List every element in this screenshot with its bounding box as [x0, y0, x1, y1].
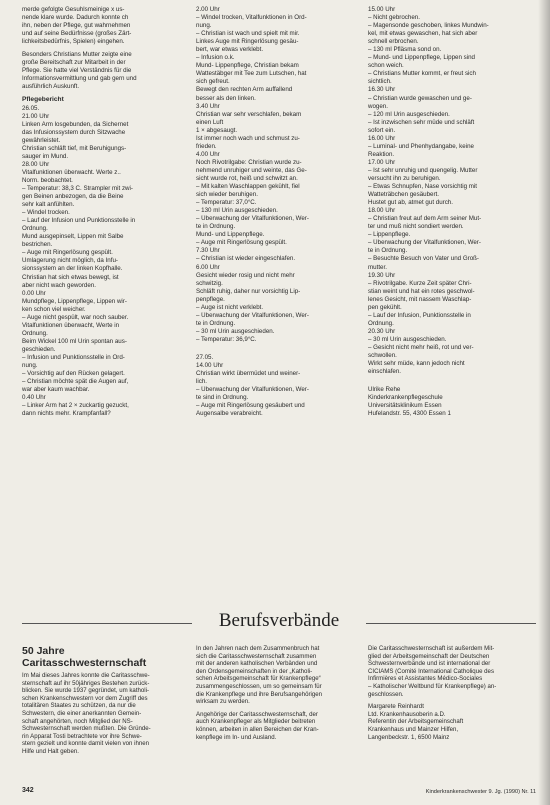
text-line: ken schon viel weicher.	[22, 305, 86, 313]
article-line: den Ordensgemeinschaften in der „Katholi-	[196, 667, 313, 675]
article-column-right	[368, 645, 536, 785]
article-line: Angehörige der Caritasschwesternschaft, der	[196, 710, 318, 718]
text-line: – Rivotrilgabe. Kurze Zeit später Chri-	[368, 279, 472, 287]
page-number: 342	[22, 787, 34, 794]
text-line: Augensalbe verabreicht.	[196, 410, 263, 418]
text-line: sehr kalt anfühlten.	[22, 201, 75, 209]
text-line: – Christian möchte spät die Augen auf,	[22, 378, 129, 386]
text-line: – Windel trocken.	[22, 209, 70, 217]
text-line: – Christian ist wieder eingeschlafen.	[196, 255, 296, 263]
article-line: totalitären Staates zu schützen, da nur die	[22, 702, 136, 710]
text-line: penpflege.	[196, 295, 225, 303]
text-line: sionssystem an der linken Kopfhalle.	[22, 265, 123, 273]
text-line: sich wieder beruhigen.	[196, 191, 258, 199]
text-line: bert, war etwas verklebt.	[196, 46, 264, 54]
text-line: gen Beinen anbezogen, da die Beine	[22, 193, 124, 201]
text-line: 2.00 Uhr	[196, 6, 220, 13]
text-line: sauger im Mund.	[22, 152, 69, 160]
text-line: sicht wurde rot, heiß und schwitzt an.	[196, 174, 298, 182]
text-line: geschieden.	[22, 345, 56, 353]
text-line: – 30 ml Urin ausgeschieden.	[196, 327, 275, 335]
text-line: 1 × abgesaugt.	[196, 126, 238, 134]
text-line: – Windel trocken, Vitalfunktionen in Ord-	[196, 14, 307, 22]
article-line: die Krankenpflege und ihre Berufsangehörigen	[196, 690, 323, 698]
text-line: te in Ordnung.	[368, 247, 408, 255]
article-line: In den Jahren nach dem Zusammenbruch hat	[196, 645, 320, 652]
text-line: Gesicht wieder rosig und nicht mehr	[196, 271, 295, 279]
text-line: gewährleistet.	[22, 136, 61, 144]
text-line: – Auge ist nicht verklebt.	[196, 303, 264, 311]
text-line: Kinderkrankenpflegeschule	[368, 394, 443, 402]
text-line: te in Ordnung.	[196, 223, 236, 231]
text-line: – Auge mit Ringerlösung gesäubert und	[196, 402, 305, 410]
text-line: Hustet gut ab, atmet gut durch.	[368, 199, 453, 207]
article-body-left	[22, 672, 182, 756]
article-line: zusammengeschlossen, um so gemeinsam für	[196, 682, 322, 690]
text-line: 17.00 Uhr	[368, 158, 396, 166]
text-line: – Mund- und Lippenpflege, Lippen sind	[368, 54, 475, 62]
text-line: Umlagerung nicht möglich, da Infu-	[22, 257, 118, 265]
article-column-middle	[196, 645, 354, 785]
text-line: Hufelandstr. 55, 4300 Essen 1	[368, 410, 451, 418]
text-column-right	[368, 6, 536, 612]
text-line: Wirkt sehr müde, kann jedoch nicht	[368, 360, 465, 368]
text-line: Ordnung.	[368, 319, 394, 327]
text-line: besser als den linken.	[196, 94, 256, 102]
text-line: Ist immer noch wach und schmust zu-	[196, 134, 300, 142]
article-line: stern gezielt und konnte damit vielen von ihnen	[22, 740, 150, 748]
text-line: – 30 ml Urin ausgeschieden.	[368, 335, 447, 343]
article-line: kenpflege im In- und Ausland.	[196, 733, 277, 741]
text-line: versucht ihn zu beruhigen.	[368, 174, 441, 182]
text-line: merde gefolgte Gesuhlsmeinige x us-	[22, 6, 125, 13]
article-line: Referentin der Arbeitsgemeinschaft	[368, 718, 464, 726]
text-column-left	[22, 6, 182, 612]
text-line: mutter.	[368, 263, 387, 271]
article-heading-line1: 50 Jahre	[22, 645, 65, 657]
text-line: – Temperatur: 37,0°C.	[196, 199, 257, 207]
text-line: 27.05.	[196, 353, 214, 361]
text-line: – Vorsichtig auf den Rücken gelagert.	[22, 370, 125, 378]
text-line: – Christian ist wach und spielt mit mir.	[196, 30, 300, 38]
text-line: Vitalfunktionen überwacht. Werte z..	[22, 168, 121, 176]
text-line: Universitätsklinikum Essen	[368, 402, 442, 410]
text-line: – Auge mit Ringerlösung gespült.	[196, 239, 287, 247]
text-line: Mund- Lippenpflege, Christian bekam	[196, 62, 299, 70]
text-line: Mund- und Lippenpflege.	[196, 231, 265, 239]
text-line: das Infusionssystem durch Sitzwache	[22, 128, 126, 136]
text-line: 21.00 Uhr	[22, 112, 50, 120]
text-line: – Überwachung der Vitalfunktionen, Wer-	[196, 215, 309, 223]
text-line: – Ist inzwischen sehr müde und schläft	[368, 118, 475, 126]
article-line: CICIAMS (Comité International Catholique des	[368, 667, 494, 675]
text-line: – Nicht gebrochen.	[368, 14, 420, 22]
text-line: – Magensonde geschoben, linkes Mundwin-	[368, 22, 489, 30]
article-line: können, arbeiten in allen Bereichen der Kran-	[196, 725, 319, 733]
text-line: 3.40 Uhr	[196, 102, 220, 110]
text-line: 19.30 Uhr	[368, 271, 396, 279]
article-line: mit der anderen katholischen Verbänden und	[196, 660, 318, 668]
text-line: – Lippenpflege.	[368, 231, 411, 239]
text-line: nung.	[22, 362, 38, 370]
text-line: – Temperatur: 38,3 C. Strampler mit zwi-	[22, 184, 133, 192]
text-line: – Infusion o.k.	[196, 54, 235, 62]
text-line: Christian schläft tief, mit Beruhigungs-	[22, 144, 127, 152]
article-line: Infirmières et Assistantes Médico-Sociales	[368, 675, 483, 683]
text-line: ausführlich Auskunft.	[22, 83, 80, 91]
text-line: – 130 ml Pfläsma sond on.	[368, 46, 442, 54]
text-line: Vitalfunktionen überwacht, Werte in	[22, 321, 120, 329]
text-line: – Christian wurde gewaschen und ge-	[368, 94, 472, 102]
text-line: lich.	[196, 378, 208, 386]
text-line: 6.00 Uhr	[196, 263, 220, 271]
text-line: Watteträbchen gesäubert.	[368, 191, 439, 199]
text-line: Pflege. Sie hatte viel Verständnis für die	[22, 67, 132, 75]
text-line: dann nichts mehr. Krampfanfall?	[22, 410, 111, 418]
text-line: Christian wirkt übermüdet und weiner-	[196, 370, 301, 378]
text-line: – Lauf der Infusion und Punktionsstelle in	[22, 217, 136, 225]
text-line: – Linker Arm hat 2 × zuckartig gezuckt,	[22, 402, 129, 410]
text-line: Linkes Auge mit Ringerlösung gesäu-	[196, 38, 299, 46]
text-line: te in Ordnung.	[196, 319, 236, 327]
text-line: – Luminal- und Phenhydangabe, keine	[368, 142, 474, 150]
article-body-right	[368, 645, 536, 741]
text-line: 4.00 Uhr	[196, 150, 220, 158]
article-line: schaft angehörten, noch Mitglied der NS-	[22, 717, 133, 725]
journal-footer: Kinderkrankenschwester 9. Jg. (1990) Nr. 11	[425, 789, 536, 795]
article-line: Im Mai dieses Jahres konnte die Caritasschwe-	[22, 672, 150, 679]
text-line: wogen.	[368, 102, 388, 110]
article-line: Schwesternschaft werden mußten. Die Gründe-	[22, 725, 151, 733]
article-line: Hilfe und Halt geben.	[22, 747, 79, 755]
text-line: sichtlich.	[368, 78, 392, 86]
text-line: schwollen.	[368, 352, 397, 360]
text-line: Linken Arm losgebunden, da Sichernet	[22, 120, 129, 128]
text-line: 0.00 Uhr	[22, 289, 46, 297]
section-header	[22, 606, 536, 638]
text-line: Schläft ruhig, daher nur vorsichtig Lip-	[196, 287, 301, 295]
text-line: ter und muß nicht sondiert werden.	[368, 223, 464, 231]
text-line: 7.30 Uhr	[196, 247, 220, 255]
article-line: Krankenhaus und Mainzer Hilfen,	[368, 725, 459, 733]
article-line: geschlossen.	[368, 690, 404, 698]
text-line: – Überwachung der Vitalfunktionen, Wer-	[196, 386, 309, 394]
text-line: schon weich.	[368, 62, 404, 70]
article-line: Schwesternverbände und ist international der	[368, 660, 491, 668]
text-line: 15.00 Uhr	[368, 6, 396, 13]
text-line: Norm. beobachtet.	[22, 176, 73, 184]
article-line: Ltd. Krankenhausoberin a.D.	[368, 710, 446, 718]
text-line: sich gefreut.	[196, 78, 230, 86]
text-line: stian weint und hat ein rotes geschwol-	[368, 287, 475, 295]
text-line: frieden.	[196, 142, 217, 150]
text-line: einen Luft	[196, 118, 224, 126]
article-line: wirksam zu werden.	[196, 698, 250, 706]
text-line: schnell erbrochen.	[368, 38, 419, 46]
text-line: – Lauf der Infusion, Punktionsstelle in	[368, 311, 471, 319]
text-line: – Ist sehr unruhig und quengelig. Mutter	[368, 166, 478, 174]
text-line: und auf seine Bedürfnisse (großes Zärt-	[22, 30, 132, 38]
article-line: sternschaft auf ihr 50jähriges Bestehen zurück-	[22, 679, 150, 687]
article-line: auch Krankenpfleger als Mitglieder beitreten	[196, 718, 316, 726]
article-line: rin Apparat Tosti betrachtete vor ihre Schwe-	[22, 732, 142, 740]
text-line: – Etwas Schnupfen, Nase vorsichtig mit	[368, 183, 478, 191]
text-line: bestrichen.	[22, 241, 53, 249]
text-line: – Auge mit Ringerlösung gespült.	[22, 249, 113, 257]
text-line: 26.05.	[22, 104, 40, 112]
text-line: lichkeitsbedürfnis, Spielen) eingehen.	[22, 38, 125, 46]
text-line: – 120 ml Urin ausgeschieden.	[368, 110, 450, 118]
text-line: – Überwachung der Vitalfunktionen, Wer-	[368, 239, 481, 247]
text-line: aber nicht wach geworden.	[22, 281, 96, 289]
text-line: 0.40 Uhr	[22, 394, 46, 402]
text-line: – Überwachung der Vitalfunktionen, Wer-	[196, 311, 309, 319]
text-line: nende klare wurde. Dadurch konnte ch	[22, 14, 129, 22]
article-line: schen Krankenschwestern vor dem Zugriff des	[22, 694, 148, 702]
text-line: war aber kaum wachbar.	[22, 386, 90, 394]
article-line: – Katholischer Weltbund für Krankenpflege) an-	[368, 682, 497, 690]
text-line: – Christian freut auf dem Arm seiner Mut-	[368, 215, 482, 223]
text-line: Wattestäbger mit Tee zum Lutschen, hat	[196, 70, 307, 78]
text-line: Bewegt den rechten Arm auffallend	[196, 86, 293, 94]
text-line: große Bereitschaft zur Mitarbeit in der	[22, 59, 126, 67]
text-line: 20.30 Uhr	[368, 327, 396, 335]
article-line: glied der Arbeitsgemeinschaft der Deutschen	[368, 652, 490, 660]
text-line: – Infusion und Punktionsstelle in Ord-	[22, 353, 125, 361]
text-line: – Christians Mutter kommt, er freut sich	[368, 70, 476, 78]
text-line: pen gekühlt.	[368, 303, 402, 311]
text-line: Ordnung.	[22, 225, 48, 233]
article-column-left	[22, 645, 182, 785]
text-line: 28.00 Uhr	[22, 160, 50, 168]
article-line: sich die Caritasschwesternschaft zusammen	[196, 652, 317, 660]
text-line: Besonders Christians Mutter zeigte eine	[22, 51, 132, 59]
article-line: blicken. Sie wurde 1937 gegründet, um katholi-	[22, 687, 150, 695]
article-line: Langenbeckstr. 1, 6500 Mainz	[368, 733, 450, 741]
text-line: nung.	[196, 22, 212, 30]
text-line: Christian war sehr verschlafen, bekam	[196, 110, 302, 118]
text-line: Mund ausgepinselt, Lippen mit Salbe	[22, 233, 124, 241]
text-line: Christian hat sich etwas bewegt, ist	[22, 273, 119, 281]
text-line: 18.00 Uhr	[368, 207, 396, 215]
article-line: Margarete Reinhardt	[368, 703, 424, 711]
text-column-middle	[196, 6, 354, 612]
text-line: – Gesicht nicht mehr heiß, rot und ver-	[368, 343, 474, 351]
text-line: Informationsvermittlung und gab gern und	[22, 75, 137, 83]
text-line: – Mit kalten Waschlappen gekühlt, fiel	[196, 183, 300, 191]
article-heading-line2: Caritasschwesternschaft	[22, 657, 147, 669]
text-line: te sind in Ordnung.	[196, 394, 249, 402]
article-line: Schwestern, die einer anerkannten Gemein-	[22, 709, 142, 717]
text-line: – Besuchte Besuch von Vater und Groß-	[368, 255, 479, 263]
article-line: schen Arbeitsgemeinschaft für Krankenpflege“	[196, 675, 321, 683]
text-line: 14.00 Uhr	[196, 362, 224, 370]
text-line: – Auge nicht gespült, war noch sauber.	[22, 313, 129, 321]
article-line: Die Caritasschwesternschaft ist außerdem Mit-	[368, 645, 495, 652]
article-body-middle	[196, 645, 354, 741]
text-line: schwitzig.	[196, 279, 223, 287]
text-line: Ulrike Rehe	[368, 386, 401, 394]
text-line: nehmend unruhiger und weinte, das Ge-	[196, 166, 307, 174]
text-line: ihn, neben der Pflege, gut wahrnehmen	[22, 22, 131, 30]
text-line: sofort ein.	[368, 126, 396, 134]
text-line: Reaktion.	[368, 150, 395, 158]
text-line: kel, mit etwas gewaschen, hat sich aber	[368, 30, 478, 38]
text-line: Ordnung.	[22, 329, 48, 337]
text-line: einschlafen.	[368, 368, 402, 376]
text-line: Beim Wickel 100 ml Urin spontan aus-	[22, 337, 127, 345]
text-line: lenes Gesicht, mit nassem Waschlap-	[368, 295, 472, 303]
text-line: Mundpflege, Lippenpflege, Lippen wir-	[22, 297, 127, 305]
section-title: Berufsverbände	[218, 610, 340, 631]
text-line: 16.00 Uhr	[368, 134, 396, 142]
text-line: 16.30 Uhr	[368, 86, 396, 94]
text-line: – 130 ml Urin ausgeschieden.	[196, 207, 278, 215]
text-line: Noch Rivotrilgabe: Christian wurde zu-	[196, 158, 302, 166]
text-line: – Temperatur: 36,9°C.	[196, 335, 257, 343]
text-line: Pflegebericht	[22, 96, 64, 104]
binding-shadow	[538, 0, 550, 805]
